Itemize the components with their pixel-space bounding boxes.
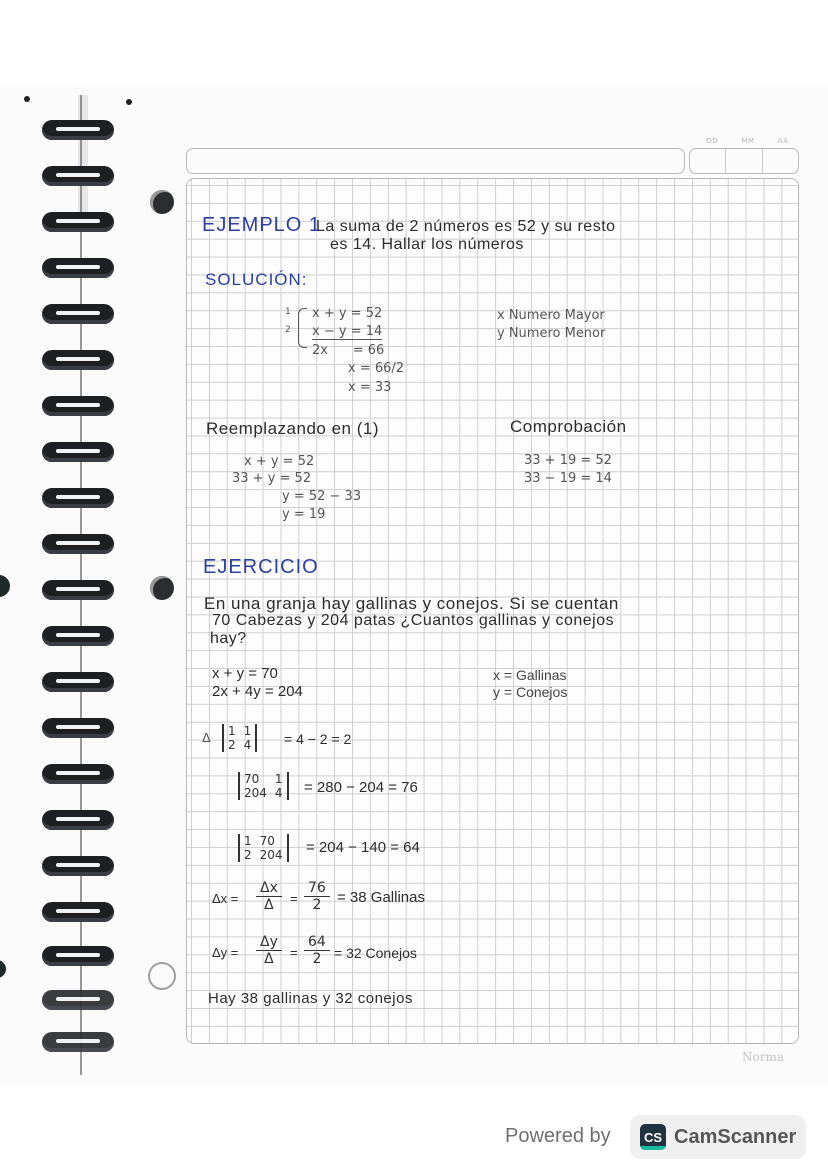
equals-sign: = [290, 891, 298, 906]
camscanner-name: CamScanner [674, 1125, 797, 1148]
legend-conejos: y = Conejos [493, 684, 568, 700]
delta-x-determinant [238, 772, 289, 800]
matrix-cell: 1 [228, 724, 236, 738]
spiral-ring [42, 258, 114, 278]
eq2-label: 2 [285, 325, 291, 335]
title-field-box [186, 148, 685, 174]
date-field-box [689, 148, 799, 174]
spiral-ring [42, 626, 114, 646]
x-solution-result: = 38 Gallinas [337, 889, 425, 906]
day-cell [690, 149, 726, 173]
check-step: 33 − 19 = 14 [524, 471, 612, 486]
check-step: 33 + 19 = 52 [524, 453, 612, 468]
replace-step: 33 + y = 52 [232, 471, 312, 486]
example-statement-line1: La suma de 2 números es 52 y su resto [316, 218, 616, 235]
system-step1: x = 66/2 [348, 361, 405, 376]
equals-sign: = [290, 945, 298, 960]
camscanner-badge[interactable] [630, 1115, 806, 1159]
exercise-statement-line2: 70 Cabezas y 204 patas ¿Cuantos gallinas y conejos [212, 612, 615, 629]
exercise-statement-line3: hay? [210, 630, 247, 647]
spiral-ring [42, 580, 114, 600]
spiral-ring [42, 396, 114, 416]
spiral-ring [42, 902, 114, 922]
notebook-brand: Norma [742, 1050, 784, 1064]
matrix-cell: 70 [244, 772, 260, 786]
legend-y: y Numero Menor [497, 326, 606, 341]
date-label-day: DD [706, 137, 719, 145]
delta-x-result: = 280 − 204 = 76 [304, 779, 418, 796]
spiral-ring [42, 856, 114, 876]
example-title: EJEMPLO 1 [202, 214, 322, 236]
replace-step: x + y = 52 [244, 454, 315, 469]
spiral-ring [42, 946, 114, 966]
spiral-ring [42, 1032, 114, 1052]
system-bracket [298, 308, 307, 348]
y-solution-result: = 32 Conejos [334, 945, 417, 961]
speck [126, 99, 132, 105]
final-answer: Hay 38 gallinas y 32 conejos [208, 990, 413, 1007]
numerator: 64 [304, 934, 330, 951]
matrix-cell: 2 [244, 848, 252, 862]
spiral-ring [42, 990, 114, 1010]
y-fraction-delta [256, 934, 282, 967]
x-fraction-value [304, 880, 330, 913]
delta-y-result: = 204 − 140 = 64 [306, 839, 420, 856]
replace-label: Reemplazando en (1) [206, 419, 379, 438]
spiral-ring [42, 304, 114, 324]
matrix-cell: 2 [228, 738, 236, 752]
exercise-statement-line1: En una granja hay gallinas y conejos. Si se cuentan [204, 594, 619, 613]
punch-hole [150, 576, 174, 600]
spiral-ring [42, 350, 114, 370]
check-label: Comprobación [510, 417, 627, 436]
powered-by-label: Powered by [505, 1125, 611, 1147]
delta-symbol: Δ [202, 730, 211, 745]
exercise-eq2: 2x + 4y = 204 [212, 683, 303, 700]
replace-step: y = 19 [282, 507, 326, 522]
year-cell [763, 149, 798, 173]
denominator: 2 [312, 897, 322, 913]
spiral-ring [42, 718, 114, 738]
spiral-ring [42, 764, 114, 784]
spiral-ring [42, 488, 114, 508]
spiral-ring [42, 534, 114, 554]
punch-hole [150, 190, 174, 214]
system-sum: 2x = 66 [312, 343, 385, 358]
matrix-cell: 204 [244, 786, 267, 800]
matrix-cell: 1 [243, 724, 252, 738]
numerator: 76 [304, 880, 330, 897]
denominator: Δ [264, 951, 274, 967]
numerator: Δy [256, 934, 282, 951]
spiral-ring [42, 212, 114, 232]
denominator: Δ [264, 897, 274, 913]
matrix-cell: 1 [274, 772, 283, 786]
spiral-ring [42, 442, 114, 462]
replace-step: y = 52 − 33 [282, 489, 362, 504]
punch-hole [148, 962, 176, 990]
legend-x: x Numero Mayor [497, 308, 605, 323]
spiral-ring [42, 120, 114, 140]
spiral-ring [42, 810, 114, 830]
matrix-cell: 1 [244, 834, 252, 848]
month-cell [726, 149, 762, 173]
y-solution-lhs: Δy = [212, 945, 239, 960]
x-fraction-delta [256, 880, 282, 913]
system-eq2: x − y = 14 [312, 324, 383, 339]
exercise-eq1: x + y = 70 [212, 665, 278, 682]
denominator: 2 [312, 951, 322, 967]
matrix-cell: 70 [259, 834, 275, 848]
numerator: Δx [256, 880, 282, 897]
matrix-cell: 4 [274, 786, 283, 800]
date-labels [695, 137, 800, 145]
delta-determinant [222, 724, 257, 752]
system-step2: x = 33 [348, 380, 392, 395]
example-statement-line2: es 14. Hallar los números [330, 236, 524, 253]
x-solution-lhs: Δx = [212, 891, 239, 906]
y-fraction-value [304, 934, 330, 967]
system-eq1: x + y = 52 [312, 306, 383, 321]
eq1-label: 1 [285, 307, 291, 317]
date-label-month: MM [741, 137, 755, 145]
spiral-ring [42, 672, 114, 692]
matrix-cell: 204 [259, 848, 283, 862]
delta-y-determinant [238, 834, 289, 862]
matrix-cell: 4 [243, 738, 252, 752]
date-label-year: AA [777, 137, 789, 145]
camscanner-logo-icon: CS [640, 1124, 666, 1150]
speck [24, 96, 30, 102]
legend-gallinas: x = Gallinas [493, 667, 567, 683]
delta-result: = 4 − 2 = 2 [284, 731, 352, 747]
spiral-ring [42, 166, 114, 186]
solution-label: SOLUCIÓN: [205, 270, 308, 289]
exercise-title: EJERCICIO [203, 556, 319, 578]
